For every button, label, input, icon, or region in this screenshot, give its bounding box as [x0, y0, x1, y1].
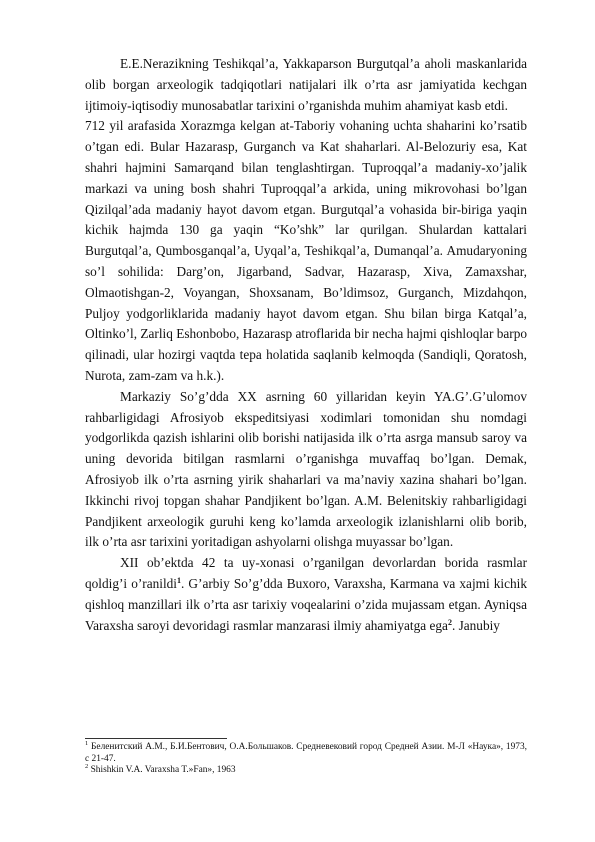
paragraph-nerazik: E.E.Nerazikning Teshikqal’a, Yakkaparson Burgutqal’a aholi maskanlarida olib borgan arxeologik tadqiqotlari natijalari ilk o’rta asr jamiyatida kechgan ijtimoiy-iqtisodiy munosabatlar tarixini o’rganishda muhim ahamiyat kasb etdi.	[85, 56, 527, 113]
footnotes	[85, 738, 527, 777]
paragraph-khorezm-cities: 712 yil arafasida Xorazmga kelgan at-Taboriy vohaning uchta shaharini ko’rsatib o’tgan edi. Bular Hazarasp, Gurganch va Kat shaharlari. Al-Belozuriy esa, Kat shahri hajmini Samarqand bilan tenglashtirgan. Tuproqqal’a madaniy-xo’jalik markazi va uning bosh shahri Tuproqqal’a arkida, uning mikrovohasi bo’lgan Qizilqal’ada madaniy hayot davom etgan. Burgutqal’a vohasida bir-biriga yaqin kichik hajmda 130 ga yaqin “Ko’shk” lar qurilgan. Shulardan kattalari Burgutqal’a, Qumbosganqal’a, Uyqal’a, Teshikqal’a, Dumanqal’a. Amudaryoning so’l sohilida: Darg’on, Jigarband, Sadvar, Hazarasp, Xiva, Zamaxshar, Olmaotishgan-2, Voyangan, Shoxsanam, Bo’ldimsoz, Gurganch, Mizdahqon, Puljoy yodgorliklarida madaniy hayot davom etgan. Shu bilan birga Katqal’a, Oltinko’l, Zarliq Eshonbobo, Hazarasp atroflarida bir necha hajmi qishloqlar barpo qilinadi, ular hozirgi vaqtda tepa holatida saqlanib kelmoqda (Sandiqli, Qoratosh, Nurota, zam-zam va h.k.).	[85, 118, 527, 383]
footnote-text: Беленитский А.М., Б.И.Бентович, О.А.Большаков. Средневековий город Средней Азии. М-Л «Наука», 1973, с 21-47.	[85, 742, 528, 764]
paragraph-text: XII ob’ektda 42 ta uy-xonasi o’rganilgan devorlardan borida rasmlar qoldig’i o’ranildi	[85, 555, 527, 591]
footnote-text: Shishkin V.A. Varaxsha T.»Fan», 1963	[90, 765, 236, 775]
footnote-2	[85, 765, 527, 777]
footnote-ref-1: 1	[177, 575, 181, 585]
paragraph-afrosiyob: Markaziy So’g’dda XX asrning 60 yillaridan keyin YA.G’.G’ulomov rahbarligidagi Afrosiyob ekspeditsiyasi xodimlari tomonidan shu nomdagi yodgorlikda qazish ishlarini olib borishi natijasida ilk o’rta asrga mansub saroy va uning devorida bitilgan rasmlarni o’rganishga muvaffaq bo’lgan. Demak, Afrosiyob ilk o’rta asrning yirik shaharlari va ma’naviy xazina shahari bo’lgan. Ikkinchi rivoj topgan shahar Pandjikent bo’lgan. A.M. Belenitskiy rahbarligidagi Pandjikent arxeologik guruhi keng ko’lamda arxeologik izlanishlarni olib borib, ilk o’rta asr tarixini yoritadigan ashyolarni olishga muyassar bo’lgan.	[85, 388, 527, 550]
body-text	[85, 54, 527, 636]
footnote-1	[85, 742, 527, 765]
paragraph-text: . Janubiy	[451, 617, 500, 633]
paragraph-text: . G’arbiy So’g’dda Buxoro, Varaxsha, Karmana va xajmi kichik qishloq manzillari ilk o’rta asr tarixiy voqealarini o’zida mujassam etgan. Ayniqsa Varaxsha saroyi devoridagi rasmlar manzarasi ilmiy ahamiyatga ega	[85, 575, 528, 633]
footnote-number: 2	[85, 763, 89, 770]
paragraph-object-xii	[85, 553, 527, 636]
footnote-number: 1	[85, 740, 89, 747]
footnote-separator	[85, 738, 227, 739]
footnote-ref-2: 2	[447, 617, 452, 627]
